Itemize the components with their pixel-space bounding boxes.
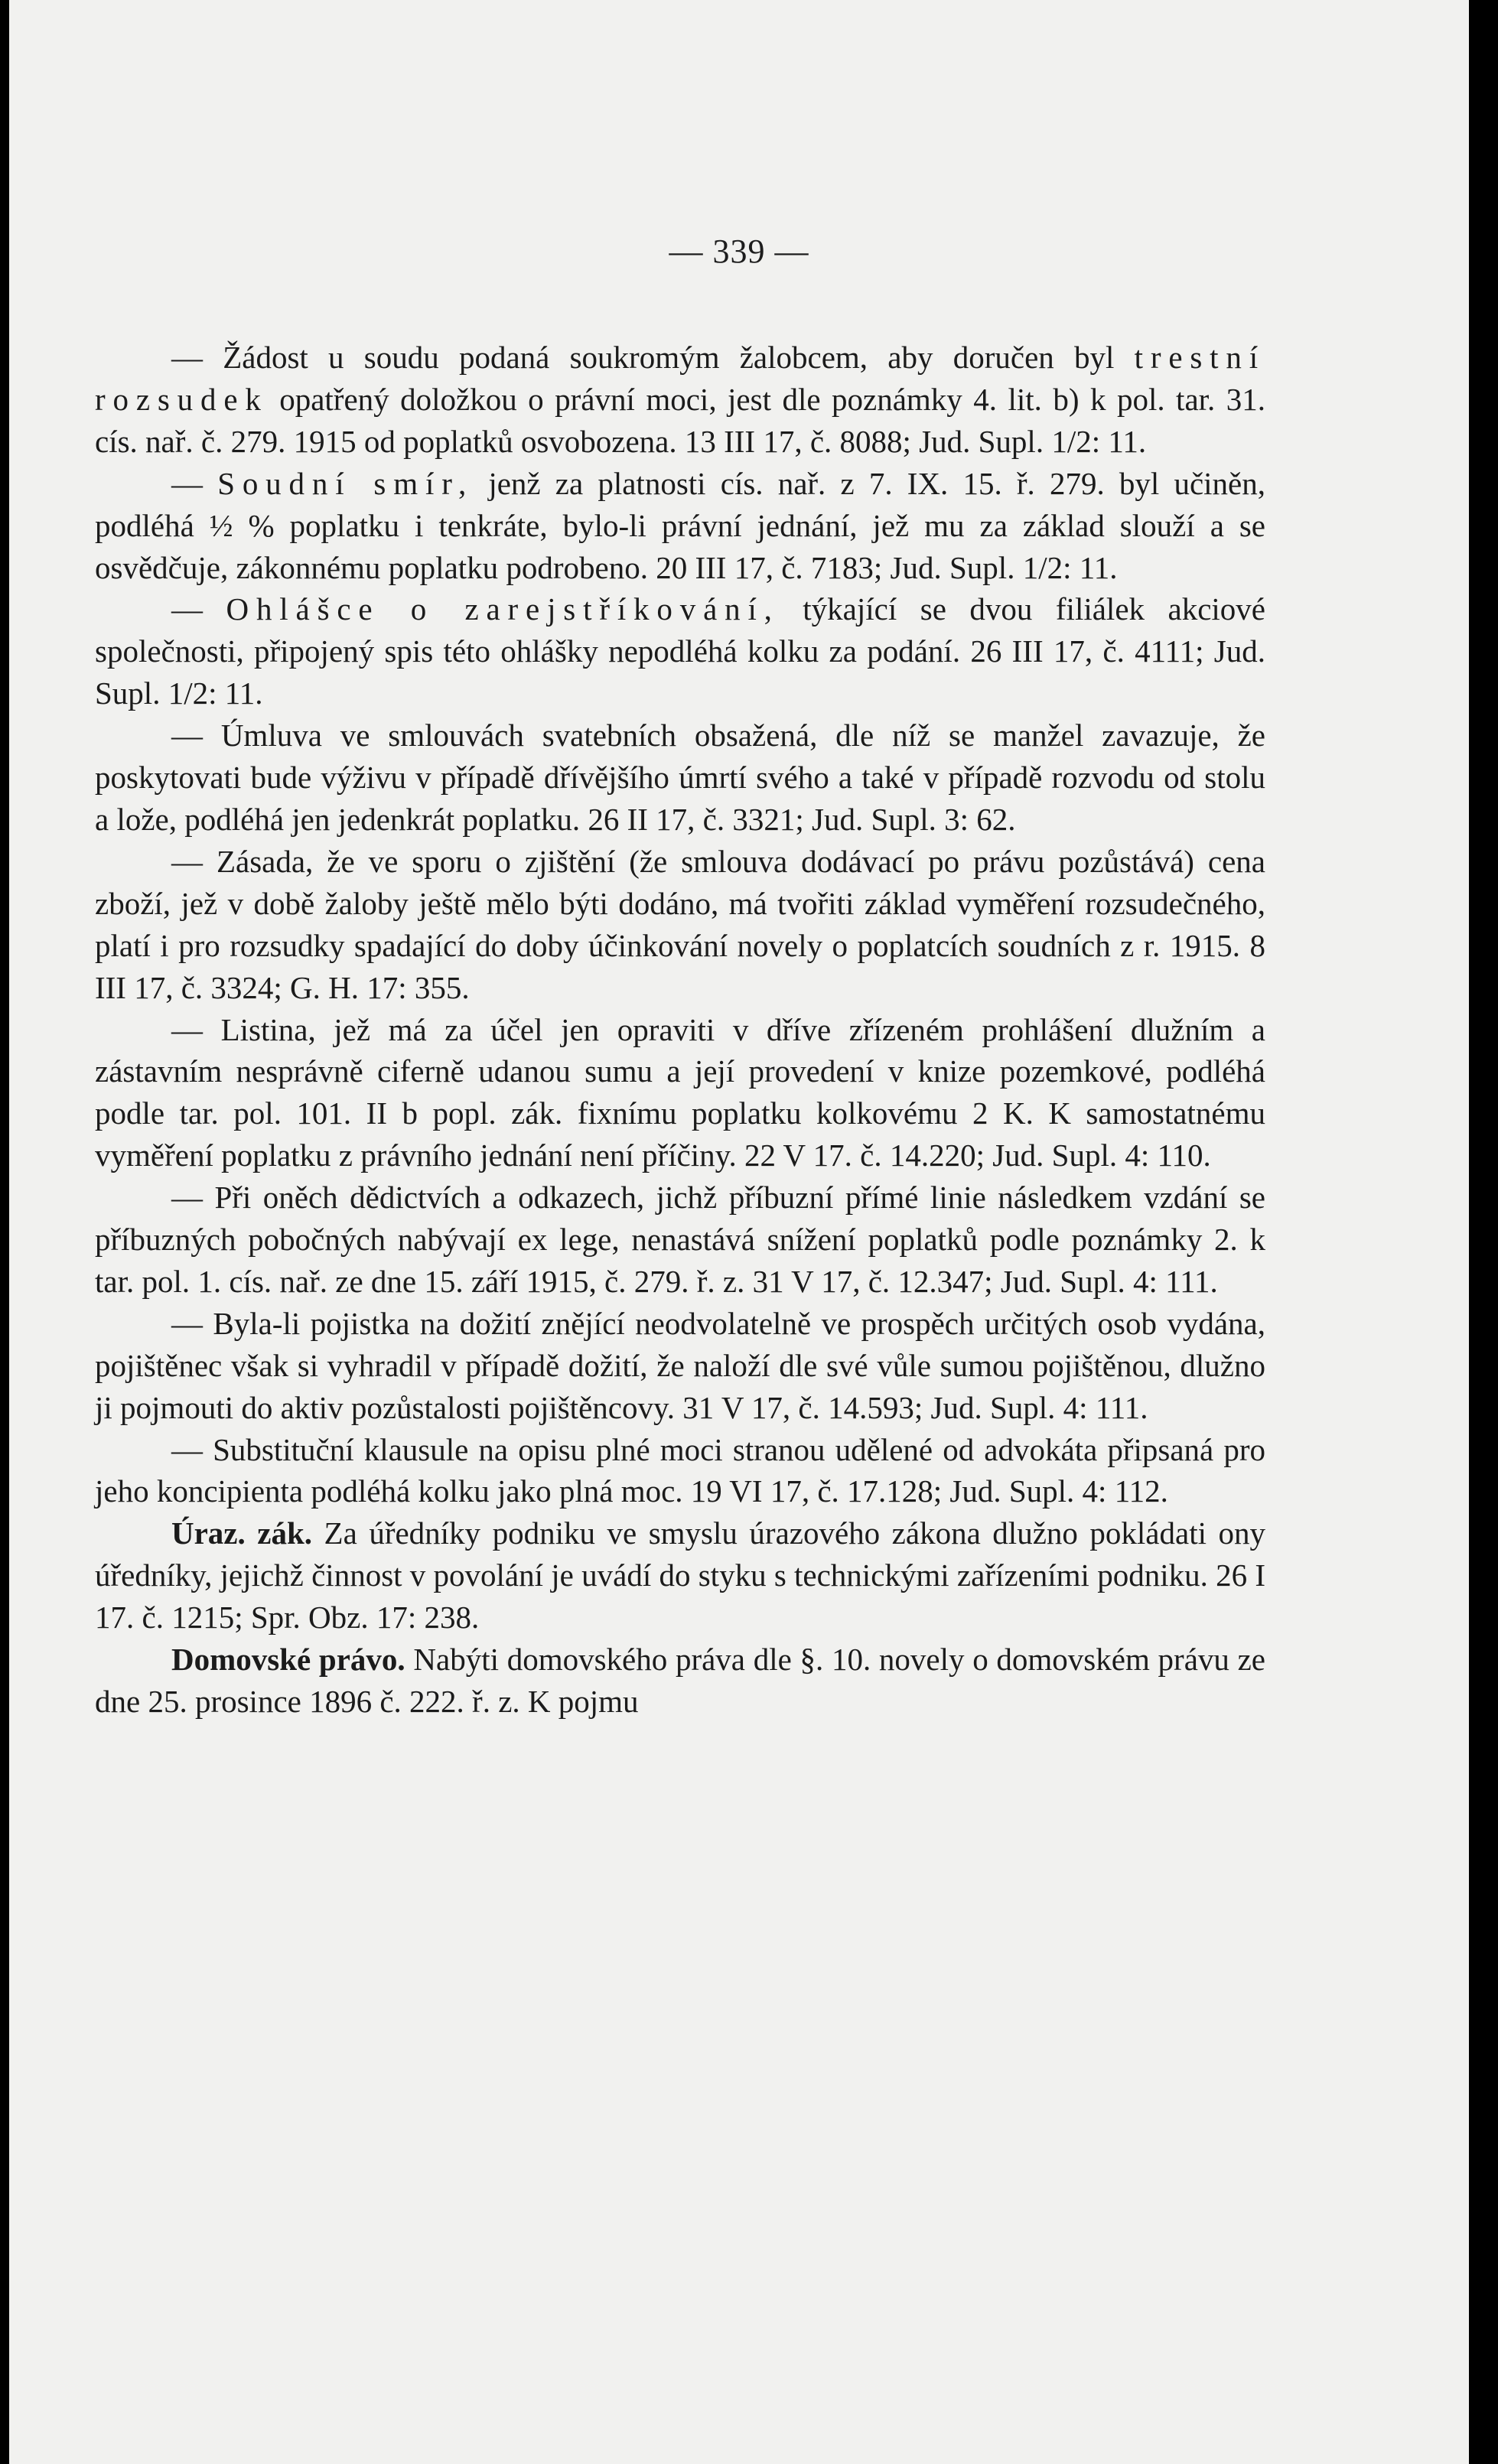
paragraph-umluva: — Úmluva ve smlouvách svatebních obsažená, dle níž se manžel zavazuje, že poskytovati bude výživu v případě dřívějšího úmrtí svého a také v případě rozvodu od stolu a lože, podléhá jen jedenkrát poplatku. 26 II 17, č. 3321; Jud. Supl. 3: 62. [95,718,1265,837]
paragraph-dedictvi: — Při oněch dědictvích a odkazech, jichž příbuzní přímé linie následkem vzdání se příbuzných pobočných nabývají ex lege, nenastává snížení poplatků podle poznámky 2. k tar. pol. 1. cís. nař. ze dne 15. září 1915, č. 279. ř. z. 31 V 17, č. 12.347; Jud. Supl. 4: 111. [95,1180,1265,1299]
spaced-emphasis: trestní rozsudek [95,340,1265,417]
paragraph-pojistka: — Byla-li pojistka na dožití znějící neodvolatelně ve prospěch určitých osob vydána, pojištěnec však si vyhradil v případě dožití, že naloží dle své vůle sumou pojištěnou, dlužno ji pojmouti do aktiv pozůstalosti pojištěncovy. 31 V 17, č. 14.593; Jud. Supl. 4: 111. [95,1305,1265,1425]
paragraph-domovske-pravo: Domovské právo. Nabýti domovského práva dle §. 10. novely o domovském právu ze dne 25. prosince 1896 č. 222. ř. z. K pojmu [95,1642,1266,1719]
body-text [95,337,1265,1723]
paragraph-zasada: — Zásada, že ve sporu o zjištění (že smlouva dodávací po právu pozůstává) cena zboží, jež v době žaloby ještě mělo býti dodáno, má tvořiti základ vyměření rozsudečného, platí i pro rozsudky spadající do doby účinkování novely o poplatcích soudních z r. 1915. 8 III 17, č. 3324; G. H. 17: 355. [95,843,1265,1005]
spaced-emphasis: Soudní smír, [217,465,474,501]
paragraph-listina: — Listina, jež má za účel jen opraviti v dříve zřízeném prohlášení dlužním a zástavním nesprávně ciferně udanou sumu a její provedení v knize pozemkové, podléhá podle tar. pol. 101. II b popl. zák. fixnímu poplatku kolkovému 2 K. K samostatnému vyměření poplatku z právního jednání není příčiny. 22 V 17. č. 14.220; Jud. Supl. 4: 110. [95,1011,1265,1173]
scanned-page [9,0,1469,2464]
page-number: — 339 — [669,233,809,270]
paragraph-soudni-smir: — Soudní smír, jenž za platnosti cís. nař. z 7. IX. 15. ř. 279. byl učiněn, podléhá ½ % poplatku i tenkráte, bylo-li právní jednání, jež mu za základ slouží a se osvědčuje, zákonnému poplatku podrobeno. 20 III 17, č. 7183; Jud. Supl. 1/2: 11. [95,465,1266,585]
section-heading: Domovské právo. [171,1642,405,1678]
paragraph-substitucni-klausule: — Substituční klausule na opisu plné moci stranou udělené od advokáta připsaná pro jeho koncipienta podléhá kolku jako plná moc. 19 VI 17, č. 17.128; Jud. Supl. 4: 112. [95,1431,1265,1509]
paragraph-uraz-zak: Úraz. zák. Za úředníky podniku ve smyslu úrazového zákona dlužno pokládati ony úředníky, jejichž činnost v povolání je uvádí do styku s technickými zařízeními podniku. 26 I 17. č. 1215; Spr. Obz. 17: 238. [95,1515,1265,1636]
paragraph-zadost-soudu: — Žádost u soudu podaná soukromým žalobcem, aby doručen byl trestní rozsudek opatřený doložkou o právní moci, jest dle poznámky 4. lit. b) k pol. tar. 31. cís. nař. č. 279. 1915 od poplatků osvobozena. 13 III 17, č. 8088; Jud. Supl. 1/2: 11. [95,340,1265,459]
spaced-emphasis: Ohlášce o zarejstříkování, [226,591,780,627]
section-heading: Úraz. zák. [171,1515,313,1551]
paragraph-ohlaska: — Ohlášce o zarejstříkování, týkající se dvou filiálek akciové společnosti, připojený spis této ohlášky nepodléhá kolku za podání. 26 III 17, č. 4111; Jud. Supl. 1/2: 11. [95,591,1266,711]
